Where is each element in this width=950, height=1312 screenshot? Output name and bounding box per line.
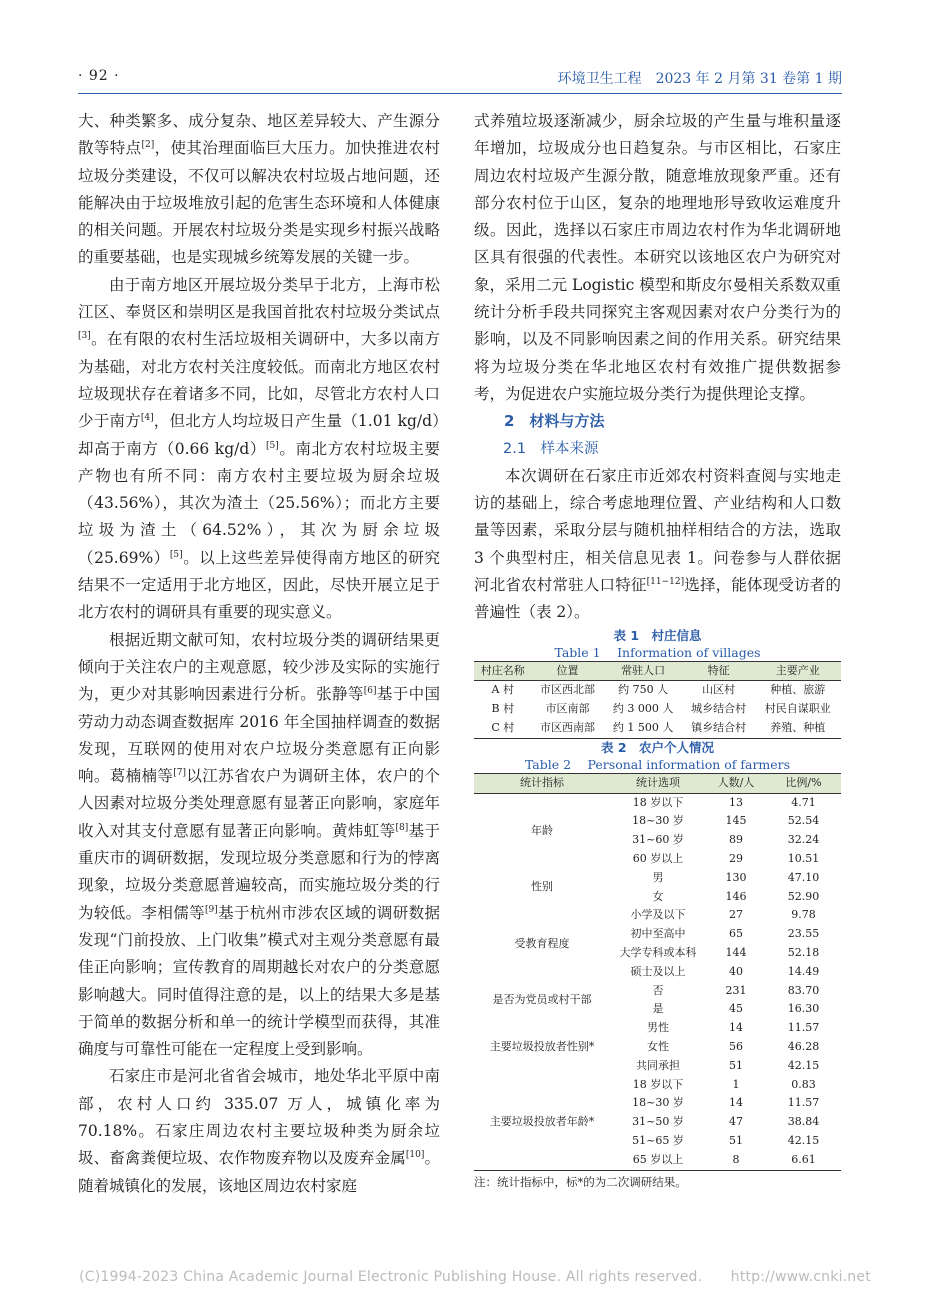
table-cell: 市区西南部 — [532, 719, 604, 738]
table-row — [474, 906, 841, 925]
table-cell: 83.70 — [787, 983, 820, 997]
table-cell: 9.78 — [791, 908, 816, 922]
table-cell: 51 — [729, 1133, 743, 1147]
table-cell: 小学及以下 — [630, 908, 686, 922]
table-cell: 56 — [729, 1039, 743, 1053]
table-cell: 65 — [729, 927, 743, 941]
column-header: 村庄名称 — [474, 661, 532, 681]
table-cell: 男 — [652, 870, 664, 884]
table-cell: C 村 — [474, 719, 532, 738]
group-label: 主要垃圾投放者年龄* — [474, 1076, 610, 1170]
table-cell: 1 — [732, 1077, 740, 1091]
table-cell: 29 — [729, 852, 743, 866]
column-header: 比例/% — [766, 773, 841, 793]
citation: [4] — [140, 413, 154, 424]
table-cell: 大学专科或本科 — [619, 946, 697, 959]
right-column — [474, 108, 841, 1191]
table-cell: 11.57 — [787, 1096, 820, 1110]
table-cell: 130 — [725, 870, 747, 884]
copyright-footer: (C)1994-2023 China Academic Journal Electronic Publishing House. All rights reserved. http://www.cnki.net — [79, 1269, 871, 1285]
table-cell: 47.10 — [787, 870, 820, 884]
column-header: 统计指标 — [474, 773, 610, 793]
journal-title: 环境卫生工程 2023 年 2 月第 31 卷第 1 期 — [557, 71, 842, 87]
column-header: 常驻人口 — [604, 661, 683, 681]
table-cell: 山区村 — [702, 683, 736, 697]
column-header: 位置 — [532, 661, 604, 681]
table-cell: A 村 — [491, 683, 514, 697]
paragraph: 根据近期文献可知，农村垃圾分类的调研结果更倾向于关注农户的主观意愿，较少涉及实际的实施行为，更少对其影响因素进行分析。张静等[6]基于中国劳动力动态调查数据库 2016 年全国抽样调查的数据发现，互联网的使用对农户垃圾分类意愿有正向影响。葛楠楠等[7]以江苏省农户为调研主体，农户的个人因素对垃圾分类处理意愿有显著正向影响，家庭年收入对其支付意愿有显著正向影响。黄炜虹等[8]基于重庆市的调研数据，发现垃圾分类意愿和行为的悖离现象，垃圾分类意愿普遍较高，而实施垃圾分类的行为较低。李相儒等[9]基于杭州市涉农区域的调研数据发现“门前投放、上门收集”模式对主观分类意愿有最佳正向影响；宣传教育的周期越长对农户的分类意愿影响越大。同时值得注意的是，以上的结果大多是基于简单的数据分析和单一的统计学模型而获得，其准确度与可靠性可能在一定程度上受到影响。 — [78, 630, 440, 1059]
table1-caption-en: Table 1 Information of villages — [554, 644, 761, 660]
table-cell: 51 — [729, 1058, 743, 1072]
table-cell: 14 — [729, 1021, 743, 1035]
table-cell: 47 — [729, 1115, 743, 1129]
table-cell: 32.24 — [787, 833, 820, 847]
paragraph: 本次调研在石家庄市近郊农村资料查阅与实地走访的基础上，综合考虑地理位置、产业结构和人口数量等因素，采取分层与随机抽样相结合的方法，选取 3 个典型村庄，相关信息见表 1。问卷参与人群依据河北省农村常驻人口特征[11−12]选择，能体现受访者的普遍性（表 2）。 — [474, 466, 841, 622]
table-row — [474, 719, 841, 738]
group-label: 性别 — [531, 880, 553, 894]
column-header: 人数/人 — [706, 773, 766, 793]
table-cell: 0.83 — [791, 1077, 816, 1091]
table-cell: 硕士及以上 — [630, 964, 686, 978]
table-cell: 市区西北部 — [540, 683, 596, 697]
table-cell: 89 — [729, 833, 743, 847]
header-rule — [78, 93, 842, 94]
table-cell: 27 — [729, 908, 743, 922]
table-cell: 52.54 — [787, 814, 820, 828]
table-cell: 村民自谋职业 — [764, 702, 831, 716]
table1-caption-cn: 表 1 村庄信息 — [613, 627, 702, 643]
table-cell: 231 — [725, 983, 747, 997]
table-cell: 种植、旅游 — [770, 683, 826, 697]
table2 — [474, 773, 841, 1171]
table-cell: 18 岁以下 — [632, 795, 684, 809]
column-header: 统计选项 — [610, 773, 706, 793]
group-label: 受教育程度 — [514, 936, 570, 950]
citation: [11−12] — [646, 576, 685, 587]
table-cell: B 村 — [491, 702, 515, 716]
table-cell: 144 — [725, 946, 747, 959]
table-cell: 女 — [652, 889, 664, 903]
table-cell: 42.15 — [787, 1058, 820, 1072]
table-cell: 6.61 — [766, 1151, 841, 1170]
table-row — [474, 982, 841, 1001]
group-label: 是否为党员或村干部 — [492, 992, 592, 1006]
table-cell: 8 — [706, 1151, 766, 1170]
left-column — [78, 108, 440, 1200]
table-cell: 38.84 — [787, 1115, 820, 1129]
table-cell: 女性 — [647, 1039, 669, 1053]
table-cell: 40 — [729, 964, 743, 978]
table-cell: 14.49 — [787, 964, 820, 978]
citation: [5] — [266, 440, 279, 451]
table-note: 注：统计指标中，标*的为二次调研结果。 — [474, 1174, 687, 1189]
table-cell: 65 岁以上 — [610, 1151, 706, 1170]
table-cell: 52.90 — [787, 889, 820, 903]
table-cell: 约 750 人 — [618, 683, 669, 697]
page-header — [78, 68, 842, 90]
table-cell: 31~50 岁 — [632, 1115, 684, 1129]
table-row — [474, 681, 841, 700]
subsection-heading: 2.1 样本来源 — [503, 440, 599, 457]
table-cell: 31~60 岁 — [632, 833, 684, 847]
table-cell: 4.71 — [791, 795, 816, 809]
table-cell: 约 1 500 人 — [604, 719, 683, 738]
table-row — [474, 793, 841, 812]
citation: [7] — [173, 767, 186, 778]
table-header-row — [474, 773, 841, 793]
table-cell: 45 — [729, 1002, 743, 1016]
table-cell: 是 — [652, 1002, 664, 1016]
table-header-row — [474, 661, 841, 681]
paragraph: 式养殖垃圾逐渐减少，厨余垃圾的产生量与堆积量逐年增加，垃圾成分也日趋复杂。与市区相比，石家庄周边农村垃圾产生源分散，随意堆放现象严重。还有部分农村位于山区，复杂的地理地形导致收运难度升级。因此，选择以石家庄市周边农村作为华北调研地区具有很强的代表性。本研究以该地区农户为研究对象，采用二元 Logistic 模型和斯皮尔曼相关系数双重统计分析手段共同探究主客观因素对农户分类行为的影响，以及不同影响因素之间的作用关系。研究结果将为垃圾分类在华北地区农村有效推广提供数据参考，为促进农户实施垃圾分类行为提供理论支撑。 — [474, 112, 841, 403]
table-cell: 23.55 — [787, 927, 820, 941]
table-cell: 18~30 岁 — [632, 814, 684, 828]
table-cell: 约 3 000 人 — [612, 702, 674, 716]
citation: [2] — [141, 140, 155, 151]
column-header: 特征 — [683, 661, 755, 681]
table-cell: 51~65 岁 — [632, 1133, 684, 1147]
table-cell: 否 — [652, 983, 664, 997]
table-cell: 46.28 — [787, 1039, 820, 1053]
page-number: · 92 · — [78, 68, 120, 84]
group-label: 年龄 — [531, 823, 553, 837]
table-cell: 18~30 岁 — [632, 1096, 684, 1110]
column-header: 主要产业 — [755, 661, 841, 681]
table-cell: 养殖、种植 — [755, 719, 841, 738]
table-cell: 10.51 — [787, 852, 820, 866]
table-row — [474, 1076, 841, 1095]
paragraph: 石家庄市是河北省省会城市，地处华北平原中南部，农村人口约 335.07 万人，城镇化率为70.18%。石家庄周边农村主要垃圾种类为厨余垃圾、畜禽粪便垃圾、农作物废弃物以及废弃金属[10]。随着城镇化的发展，该地区周边农村家庭 — [78, 1067, 440, 1195]
table-cell: 城乡结合村 — [691, 702, 747, 716]
citation: [3] — [78, 331, 91, 342]
citation: [9] — [205, 904, 218, 915]
section-heading: 2 材料与方法 — [504, 412, 605, 431]
table-row — [474, 1019, 841, 1038]
table-row — [474, 700, 841, 719]
table-cell: 146 — [725, 889, 747, 903]
table-cell: 初中至高中 — [630, 927, 686, 941]
citation: [6] — [363, 686, 377, 697]
table1 — [474, 661, 841, 739]
table-cell: 13 — [729, 795, 743, 809]
table-cell: 52.18 — [787, 946, 820, 959]
table-row — [474, 869, 841, 888]
group-label: 主要垃圾投放者性别* — [489, 1039, 595, 1053]
table2-caption-en: Table 2 Personal information of farmers — [524, 756, 791, 772]
table2-caption-cn: 表 2 农户个人情况 — [600, 739, 715, 755]
citation: [8] — [395, 822, 409, 833]
table-cell: 市区南部 — [545, 702, 590, 716]
table-cell: 男性 — [647, 1021, 669, 1035]
table-cell: 18 岁以下 — [632, 1077, 684, 1091]
table-cell: 145 — [725, 814, 747, 828]
table-cell: 42.15 — [787, 1133, 820, 1147]
table-cell: 共同承担 — [636, 1058, 680, 1072]
paragraph: 由于南方地区开展垃圾分类早于北方，上海市松江区、奉贤区和崇明区是我国首批农村垃圾分类试点[3]。在有限的农村生活垃圾相关调研中，大多以南方为基础，对北方农村关注度较低。而南北方地区农村垃圾现状存在着诸多不同，比如，尽管北方农村人口少于南方[4]，但北方人均垃圾日产生量（1.01 kg/d）却高于南方（0.66 kg/d）[5]。南北方农村垃圾主要产物也有所不同：南方农村主要垃圾为厨余垃圾（43.56%），其次为渣土（25.56%）；而北方主要垃圾为渣土（64.52%），其次为厨余垃圾（25.69%）[5]。以上这些差异使得南方地区的研究结果不一定适用于北方地区，因此，尽快开展立足于北方农村的调研具有重要的现实意义。 — [78, 275, 440, 622]
citation: [10] — [405, 1150, 425, 1161]
table-cell: 镇乡结合村 — [683, 719, 755, 738]
table-cell: 16.30 — [787, 1002, 820, 1016]
table-cell: 14 — [729, 1096, 743, 1110]
table-cell: 60 岁以上 — [632, 852, 684, 866]
citation: [5] — [169, 549, 183, 560]
paragraph: 大、种类繁多、成分复杂、地区差异较大、产生源分散等特点[2]，使其治理面临巨大压力。加快推进农村垃圾分类建设，不仅可以解决农村垃圾占地问题，还能解决由于垃圾堆放引起的危害生态环境和人体健康的相关问题。开展农村垃圾分类是实现乡村振兴战略的重要基础，也是实现城乡统筹发展的关键一步。 — [78, 112, 440, 267]
table-cell: 11.57 — [787, 1021, 820, 1035]
